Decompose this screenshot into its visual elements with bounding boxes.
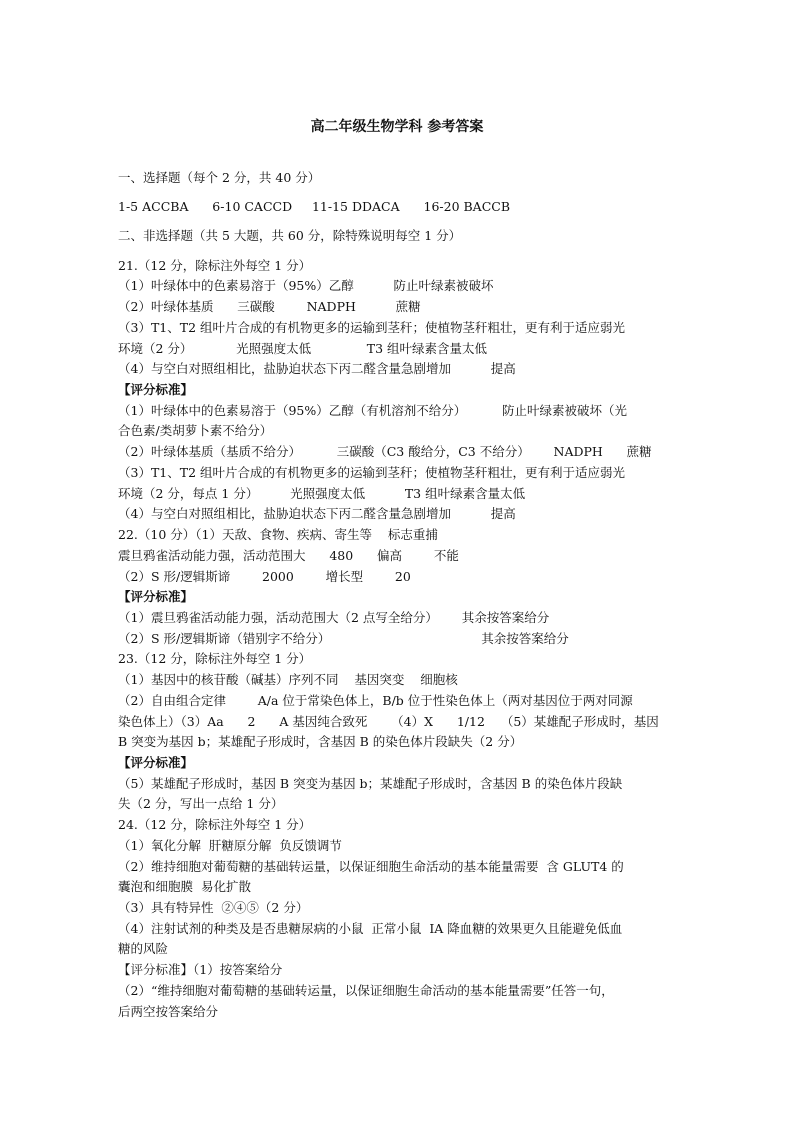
answer-line: （1）叶绿体中的色素易溶于（95%）乙醇 防止叶绿素被破坏 <box>118 278 494 293</box>
answer-line: 囊泡和细胞膜 易化扩散 <box>118 879 251 894</box>
answer-line: （3）具有特异性 ②④⑤（2 分） <box>118 900 309 915</box>
answer-line: （2）维持细胞对葡萄糖的基础转运量，以保证细胞生命活动的基本能量需要 含 GLUT4 的 <box>118 859 624 874</box>
scoring-standard-line: 【评分标准】（1）按答案给分 <box>118 962 283 977</box>
question-22-heading: 22.（10 分）（1）天敌、食物、疾病、寄生等 标志重捕 <box>118 527 438 542</box>
answer-line: 染色体上）（3）Aa 2 A 基因纯合致死 （4）X 1/12 （5）某雄配子形成时，基因 <box>118 714 659 729</box>
scoring-line: 后两空按答案给分 <box>118 1004 219 1019</box>
scoring-line: （2）叶绿体基质（基质不给分） 三碳酸（C3 酸给分，C3 不给分） NADPH 蔗糖 <box>118 444 652 459</box>
question-23-heading: 23.（12 分，除标注外每空 1 分） <box>118 651 312 666</box>
answer-line: （3）T1、T2 组叶片合成的有机物更多的运输到茎秆；使植物茎秆粗壮，更有利于适应弱光 <box>118 320 626 335</box>
scoring-line: （2）“维持细胞对葡萄糖的基础转运量，以保证细胞生命活动的基本能量需要”任答一句， <box>118 983 614 998</box>
answer-line: （1）基因中的核苷酸（碱基）序列不同 基因突变 细胞核 <box>118 672 458 687</box>
scoring-line: （5）某雄配子形成时，基因 B 突变为基因 b；某雄配子形成时，含基因 B 的染色体片段缺 <box>118 776 623 791</box>
scoring-standard-heading: 【评分标准】 <box>118 589 194 604</box>
scoring-line: 合色素/类胡萝卜素不给分） <box>118 423 273 438</box>
scoring-standard-heading: 【评分标准】 <box>118 755 194 770</box>
scoring-line: 失（2 分，写出一点给 1 分） <box>118 796 284 811</box>
scoring-standard-heading: 【评分标准】 <box>118 382 194 397</box>
scoring-line: （1）震旦鸦雀活动能力强，活动范围大（2 点写全给分） 其余按答案给分 <box>118 610 550 625</box>
question-24-heading: 24.（12 分，除标注外每空 1 分） <box>118 817 312 832</box>
answer-line: （1）氧化分解 肝糖原分解 负反馈调节 <box>118 838 342 853</box>
answer-line: B 突变为基因 b；某雄配子形成时，含基因 B 的染色体片段缺失（2 分） <box>118 734 523 749</box>
answer-line: （2）叶绿体基质 三碳酸 NADPH 蔗糖 <box>118 299 421 314</box>
section-heading-choice: 一、选择题（每个 2 分，共 40 分） <box>118 170 321 185</box>
scoring-line: （2）S 形/逻辑斯谛（错别字不给分） 其余按答案给分 <box>118 631 569 646</box>
scoring-line: （1）叶绿体中的色素易溶于（95%）乙醇（有机溶剂不给分） 防止叶绿素被破坏（光 <box>118 403 627 418</box>
section-heading-nonchoice: 二、非选择题（共 5 大题，共 60 分，除特殊说明每空 1 分） <box>118 228 462 243</box>
scoring-line: （4）与空白对照组相比，盐胁迫状态下丙二醛含量急剧增加 提高 <box>118 506 516 521</box>
answer-line: 震旦鸦雀活动能力强，活动范围大 480 偏高 不能 <box>118 548 459 563</box>
answer-line: 环境（2 分） 光照强度太低 T3 组叶绿素含量太低 <box>118 341 488 356</box>
document-title: 高二年级生物学科 参考答案 <box>310 119 484 135</box>
question-21-heading: 21.（12 分，除标注外每空 1 分） <box>118 258 312 273</box>
scoring-line: （3）T1、T2 组叶片合成的有机物更多的运输到茎秆；使植物茎秆粗壮，更有利于适应弱光 <box>118 465 626 480</box>
answer-line: （4）与空白对照组相比，盐胁迫状态下丙二醛含量急剧增加 提高 <box>118 361 516 376</box>
choice-answers: 1-5 ACCBA 6-10 CACCD 11-15 DDACA 16-20 BACCB <box>118 199 511 214</box>
answer-line: （2）自由组合定律 A/a 位于常染色体上，B/b 位于性染色体上（两对基因位于两对同源 <box>118 693 633 708</box>
answer-line: 糖的风险 <box>118 941 169 956</box>
answer-line: （2）S 形/逻辑斯谛 2000 增长型 20 <box>118 569 411 584</box>
answer-line: （4）注射试剂的种类及是否患糖尿病的小鼠 正常小鼠 IA 降血糖的效果更久且能避免低血 <box>118 921 623 936</box>
scoring-line: 环境（2 分，每点 1 分） 光照强度太低 T3 组叶绿素含量太低 <box>118 486 526 501</box>
